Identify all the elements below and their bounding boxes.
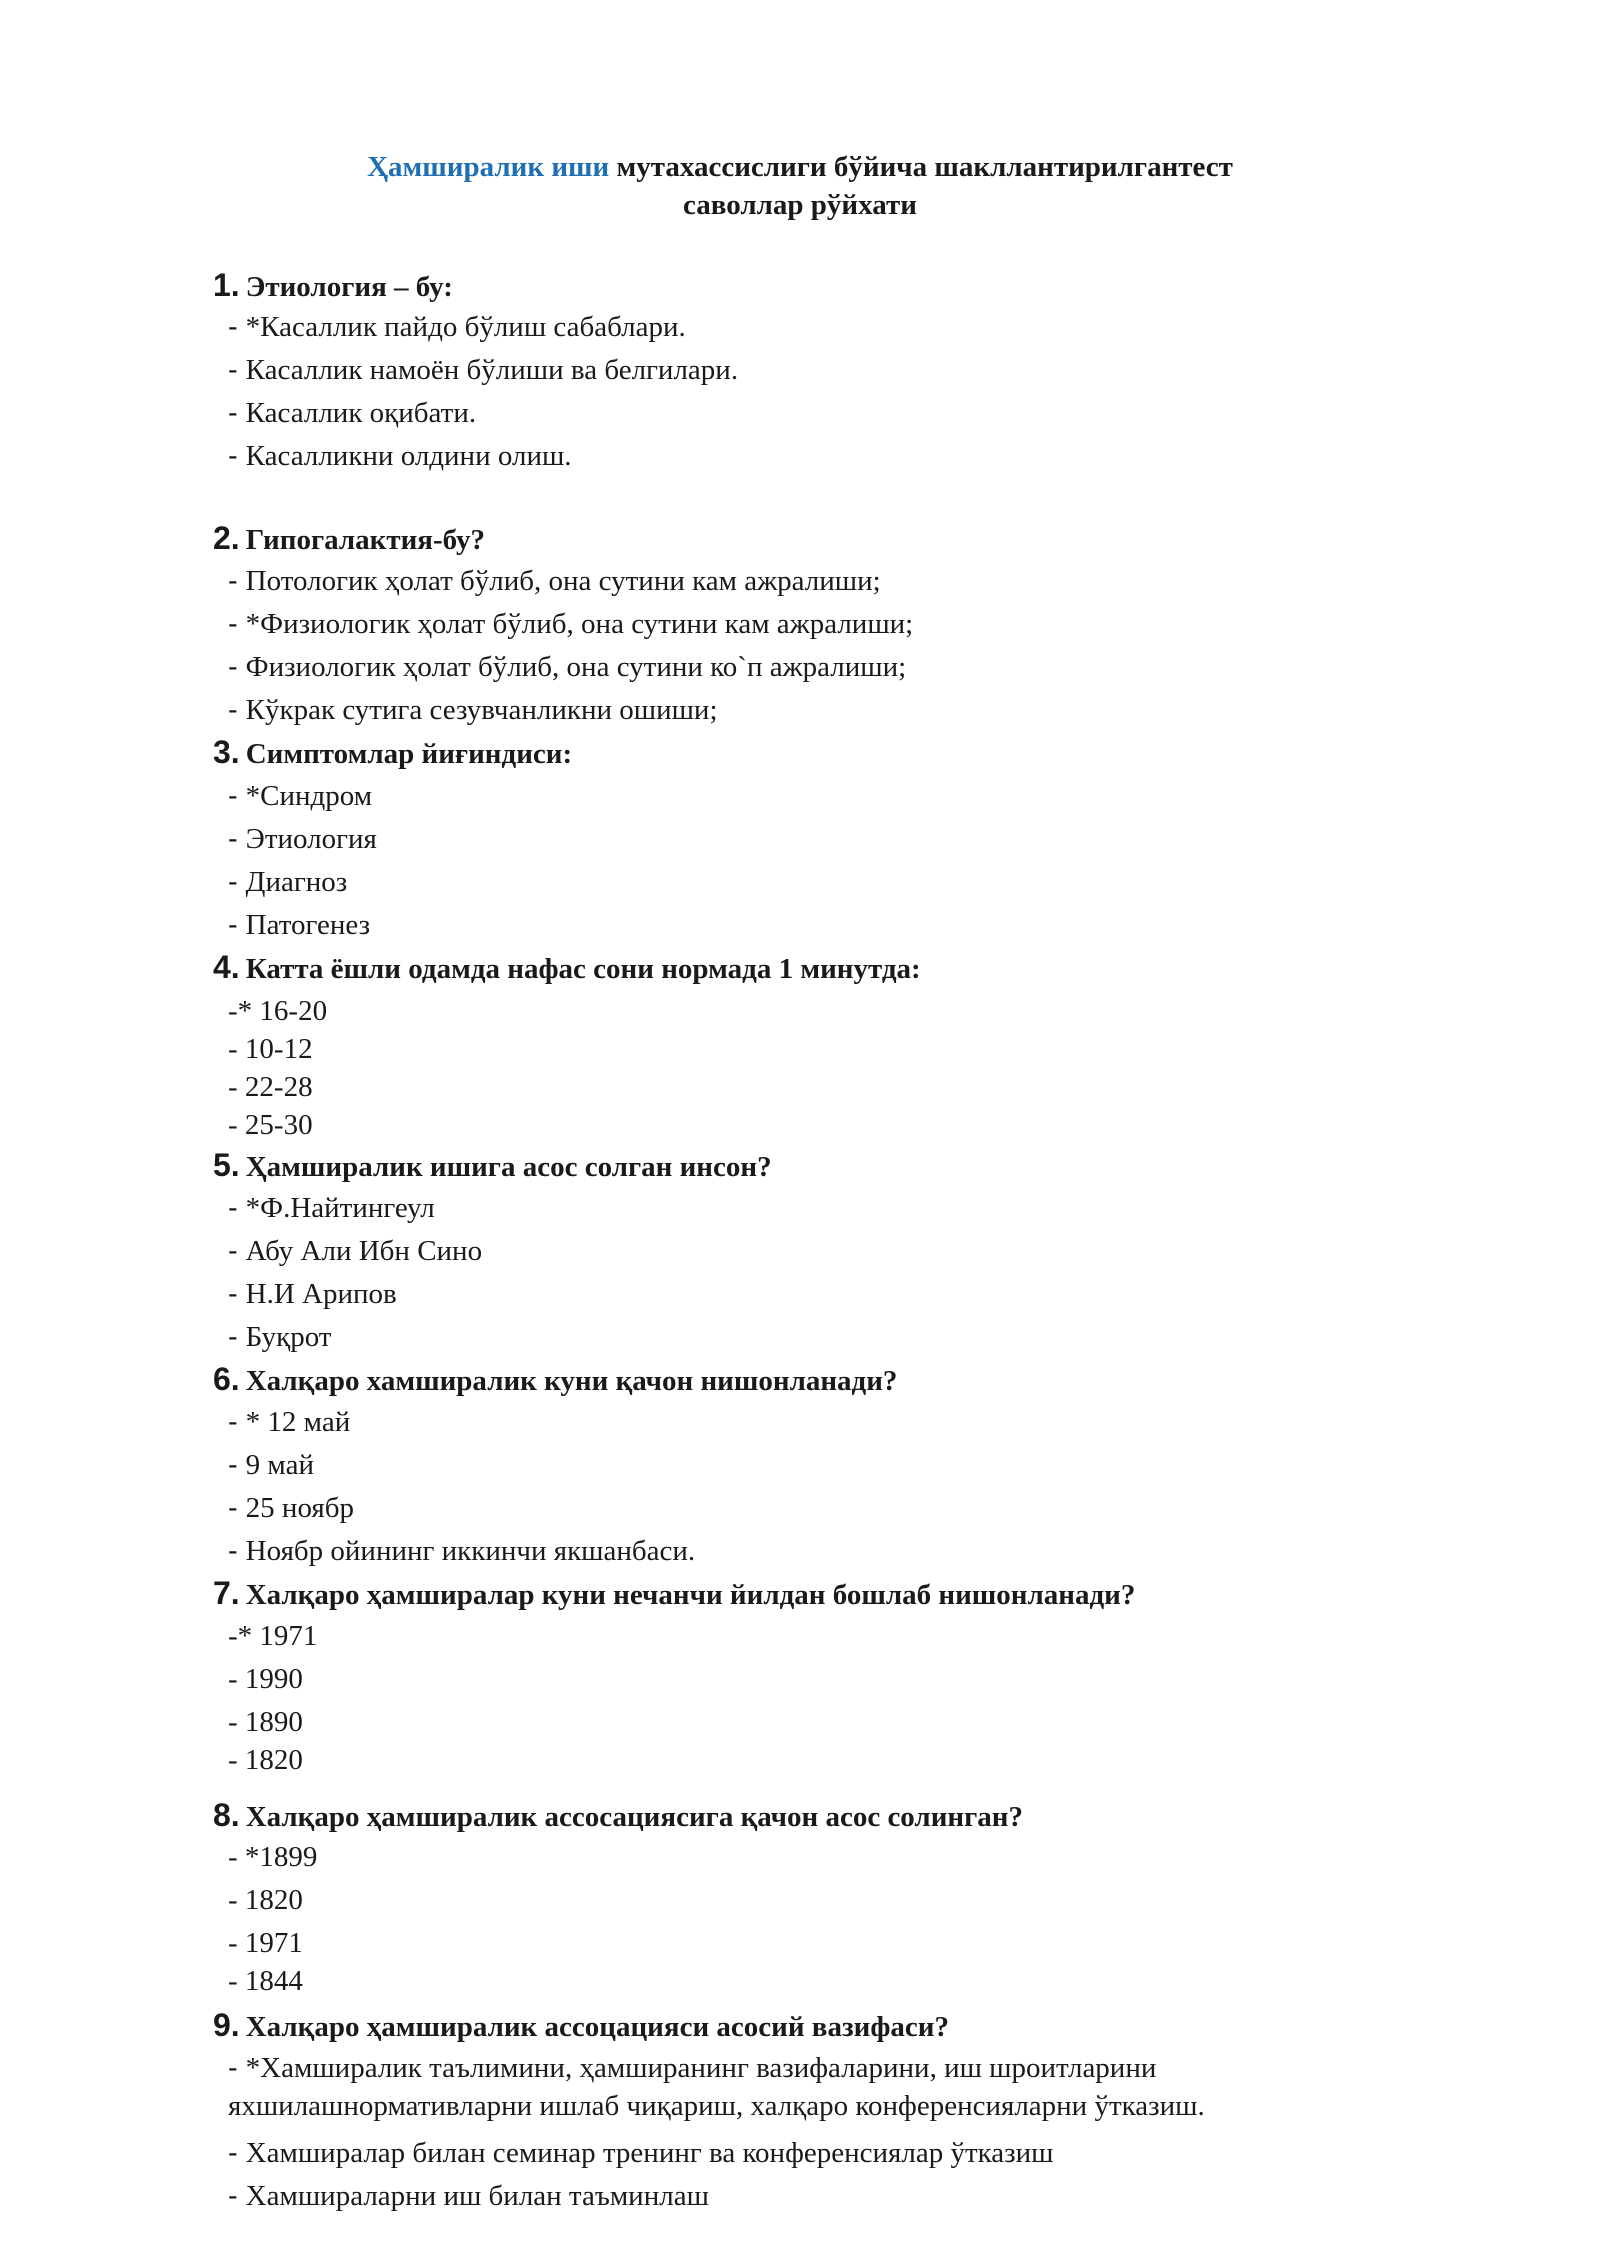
question-text: Катта ёшли одамда нафас сони нормада 1 минутда: xyxy=(245,953,921,985)
answer-option: - 1971 xyxy=(228,1927,303,1959)
answer-option: - Касаллик намоён бўлиши ва белгилари. xyxy=(228,354,739,386)
question-7 xyxy=(213,1576,1135,1612)
document-title-line-1 xyxy=(0,148,1600,186)
question-6 xyxy=(213,1362,897,1398)
answer-text: * 12 май xyxy=(245,1406,351,1438)
question-number: 5. xyxy=(213,1147,240,1183)
answer-option: - 25 ноябр xyxy=(228,1492,354,1524)
answer-text: *Ф.Найтингеул xyxy=(245,1192,435,1224)
answer-text: Хамширалар билан семинар тренинг ва конференсиялар ўтказиш xyxy=(245,2137,1054,2169)
answer-option: - 1820 xyxy=(228,1884,303,1916)
answer-option: - Буқрот xyxy=(228,1321,332,1353)
answer-option: - *1899 xyxy=(228,1841,318,1873)
answer-text: Физиологик ҳолат бўлиб, она сутини ко`п ажралиши; xyxy=(245,651,907,683)
question-number: 1. xyxy=(213,267,240,303)
answer-text: *Хамширалик таълимини, ҳамширанинг вазифаларини, иш шроитларини яхшилашнормативларни ишлаб чиқариш, халқаро конференсияларни ўтказиш. xyxy=(228,2052,1205,2122)
question-3 xyxy=(213,735,572,771)
answer-text: Хамшираларни иш билан таъминлаш xyxy=(245,2180,709,2212)
answer-text: *Касаллик пайдо бўлиш сабаблари. xyxy=(245,311,686,343)
title-accent: Ҳамширалик иши xyxy=(367,151,610,183)
answer-text: Потологик ҳолат бўлиб, она сутини кам ажралиши; xyxy=(245,565,881,597)
question-number: 2. xyxy=(213,520,240,556)
answer-option: - 1890 xyxy=(228,1706,303,1738)
question-text: Гипогалактия-бу? xyxy=(245,524,486,556)
answer-text: Абу Али Ибн Сино xyxy=(245,1235,483,1267)
question-2 xyxy=(213,521,485,557)
answer-text: Касаллик намоён бўлиши ва белгилари. xyxy=(245,354,739,386)
answer-option: -* 1971 xyxy=(228,1620,318,1652)
answer-option: - * 12 май xyxy=(228,1406,351,1438)
answer-option: - 22-28 xyxy=(228,1071,313,1103)
answer-text: Патогенез xyxy=(245,909,371,941)
answer-option: - *Касаллик пайдо бўлиш сабаблари. xyxy=(228,311,686,343)
answer-option: - Диагноз xyxy=(228,866,348,898)
answer-option: - Патогенез xyxy=(228,909,371,941)
answer-text: Н.И Арипов xyxy=(245,1278,397,1310)
question-text: Халқаро ҳамширалар куни нечанчи йилдан бошлаб нишонланади? xyxy=(245,1579,1136,1611)
question-number: 4. xyxy=(213,949,240,985)
question-number: 3. xyxy=(213,734,240,770)
question-number: 8. xyxy=(213,1797,240,1833)
answer-option: - 1990 xyxy=(228,1663,303,1695)
answer-option: - *Физиологик ҳолат бўлиб, она сутини кам ажралиши; xyxy=(228,608,914,640)
answer-option: - Кўкрак сутига сезувчанликни ошиши; xyxy=(228,694,718,726)
answer-option: - *Хамширалик таълимини, ҳамширанинг вазифаларини, иш шроитларини яхшилашнормативларни ишлаб чиқариш, халқаро конференсияларни ўтказиш. xyxy=(228,2052,1205,2122)
question-4 xyxy=(213,950,921,986)
answer-option: - Ноябр ойининг иккинчи якшанбаси. xyxy=(228,1535,696,1567)
answer-option: - Касалликни олдини олиш. xyxy=(228,440,572,472)
answer-text: *Синдром xyxy=(245,780,373,812)
answer-option: - 9 май xyxy=(228,1449,314,1481)
question-text: Симптомлар йиғиндиси: xyxy=(245,738,573,770)
question-text: Халқаро хамширалик куни қачон нишонланади? xyxy=(245,1365,898,1397)
answer-option: - 1820 xyxy=(228,1744,303,1776)
answer-text: Касаллик оқибати. xyxy=(245,397,477,429)
answer-text: 25 ноябр xyxy=(245,1492,354,1524)
answer-option: - *Синдром xyxy=(228,780,373,812)
question-number: 6. xyxy=(213,1361,240,1397)
question-9 xyxy=(213,2008,949,2044)
answer-option: - Потологик ҳолат бўлиб, она сутини кам ажралиши; xyxy=(228,565,881,597)
answer-option: - 10-12 xyxy=(228,1033,313,1065)
question-5 xyxy=(213,1148,772,1184)
answer-option: -* 16-20 xyxy=(228,995,328,1027)
answer-option: - Касаллик оқибати. xyxy=(228,397,477,429)
question-1 xyxy=(213,268,453,304)
answer-option: - Этиология xyxy=(228,823,377,855)
answer-text: *Физиологик ҳолат бўлиб, она сутини кам ажралиши; xyxy=(245,608,914,640)
answer-text: Буқрот xyxy=(245,1321,332,1353)
question-text: Халқаро ҳамширалик ассоцацияси асосий вазифаси? xyxy=(245,2011,949,2043)
answer-option: - Н.И Арипов xyxy=(228,1278,397,1310)
answer-option: - Абу Али Ибн Сино xyxy=(228,1235,483,1267)
question-number: 7. xyxy=(213,1575,240,1611)
question-text: Халқаро ҳамширалик ассосациясига қачон асос солинган? xyxy=(245,1801,1023,1833)
answer-option: - Хамширалар билан семинар тренинг ва конференсиялар ўтказиш xyxy=(228,2137,1054,2169)
answer-text: Диагноз xyxy=(245,866,348,898)
title-rest: мутахассислиги бўйича шакллантирилгантест xyxy=(609,151,1233,183)
answer-option: - Физиологик ҳолат бўлиб, она сутини ко`п ажралиши; xyxy=(228,651,907,683)
question-text: Ҳамширалик ишига асос солган инсон? xyxy=(245,1151,772,1183)
answer-option: - *Ф.Найтингеул xyxy=(228,1192,435,1224)
answer-text: Кўкрак сутига сезувчанликни ошиши; xyxy=(245,694,718,726)
answer-text: Ноябр ойининг иккинчи якшанбаси. xyxy=(245,1535,696,1567)
answer-option: - 1844 xyxy=(228,1965,303,1997)
question-8 xyxy=(213,1798,1023,1834)
answer-text: 9 май xyxy=(245,1449,314,1481)
document-title-line-2: саволлар рўйхати xyxy=(683,189,917,221)
answer-option: - 25-30 xyxy=(228,1109,313,1141)
question-number: 9. xyxy=(213,2007,240,2043)
question-text: Этиология – бу: xyxy=(245,271,453,303)
answer-option: - Хамшираларни иш билан таъминлаш xyxy=(228,2180,709,2212)
answer-text: Касалликни олдини олиш. xyxy=(245,440,572,472)
answer-text: Этиология xyxy=(245,823,377,855)
